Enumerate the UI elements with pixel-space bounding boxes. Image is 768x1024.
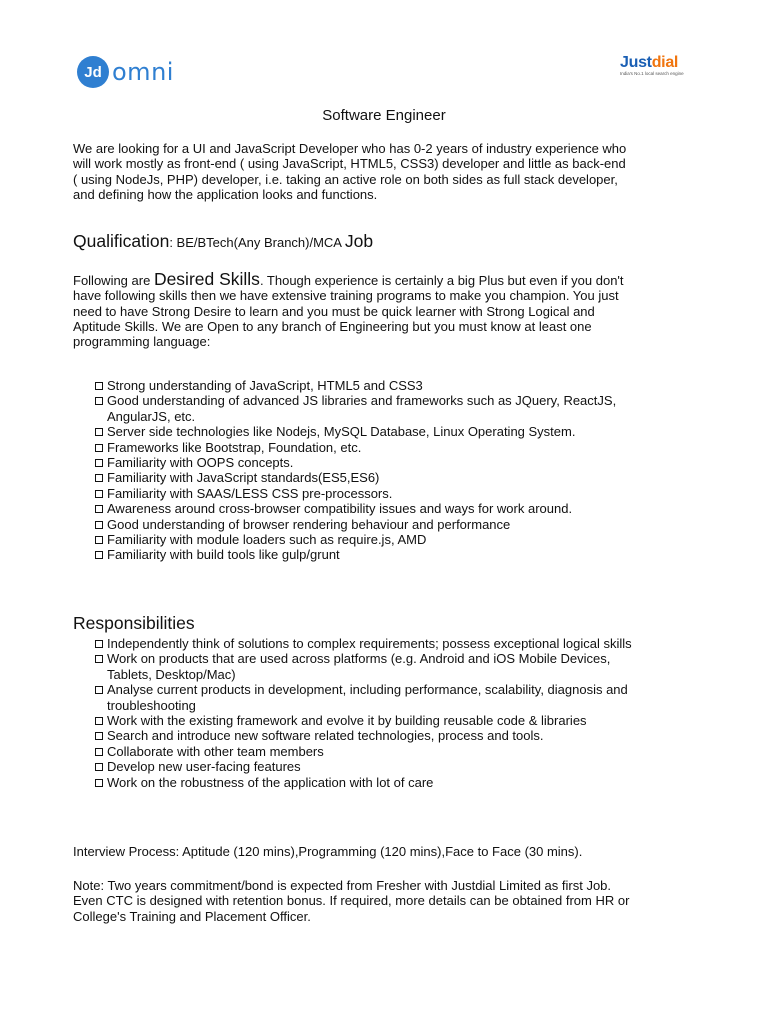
qualification-suffix: Job — [344, 231, 374, 251]
checkbox-bullet-icon — [95, 732, 103, 740]
skills-intro-prefix: Following are — [73, 273, 154, 288]
list-item — [95, 486, 655, 501]
responsibility-text: Search and introduce new software related technologies, process and tools. — [107, 728, 544, 744]
skills-list — [95, 378, 655, 563]
checkbox-bullet-icon — [95, 748, 103, 756]
list-item — [95, 393, 655, 424]
checkbox-bullet-icon — [95, 717, 103, 725]
list-item — [95, 440, 655, 455]
checkbox-bullet-icon — [95, 397, 103, 405]
intro-paragraph: We are looking for a UI and JavaScript Developer who has 0-2 years of industry experience who will work mostly as front-end ( using JavaScript, HTML5, CSS3) developer and little as back-end ( using NodeJs, PHP) developer, i.e. taking an active role on both sides as full stack developer, and defining how the application looks and functions. — [73, 141, 627, 202]
interview-process: Interview Process: Aptitude (120 mins),Programming (120 mins),Face to Face (30 mins). — [73, 844, 583, 859]
skill-text: Frameworks like Bootstrap, Foundation, etc. — [107, 439, 362, 455]
justdial-logo — [620, 54, 690, 77]
checkbox-bullet-icon — [95, 655, 103, 663]
responsibility-text: Develop new user-facing features — [107, 759, 301, 775]
skill-text: Familiarity with build tools like gulp/grunt — [107, 547, 340, 563]
justdial-tagline: India's No.1 local search engine — [620, 71, 684, 76]
checkbox-bullet-icon — [95, 536, 103, 544]
checkbox-bullet-icon — [95, 459, 103, 467]
checkbox-bullet-icon — [95, 640, 103, 648]
skill-text: Familiarity with SAAS/LESS CSS pre-processors. — [107, 485, 393, 501]
list-item — [95, 651, 655, 682]
list-item — [95, 378, 655, 393]
list-item — [95, 455, 655, 470]
checkbox-bullet-icon — [95, 686, 103, 694]
responsibility-text: Collaborate with other team members — [107, 743, 324, 759]
responsibility-text: Analyse current products in development, including performance, scalability, diagnosis and troubleshooting — [107, 682, 628, 713]
checkbox-bullet-icon — [95, 444, 103, 452]
checkbox-bullet-icon — [95, 521, 103, 529]
checkbox-bullet-icon — [95, 551, 103, 559]
responsibilities-list — [95, 636, 655, 790]
jd-omni-logo — [77, 55, 174, 89]
skills-intro-rest: . Though experience is certainly a big Plus but even if you don't have following skills then we have extensive training programs to make you champion. You just need to have Strong Desire to learn and you must be quick learner with Strong Logical and Aptitude Skills. We are Open to any branch of Engineering but you must know at least one programming language: — [73, 273, 624, 350]
list-item — [95, 759, 655, 774]
skill-text: Awareness around cross-browser compatibility issues and ways for work around. — [107, 501, 573, 517]
checkbox-bullet-icon — [95, 779, 103, 787]
jd-logo-mark: Jd — [77, 56, 109, 88]
list-item — [95, 470, 655, 485]
checkbox-bullet-icon — [95, 474, 103, 482]
checkbox-bullet-icon — [95, 490, 103, 498]
responsibility-text: Work on the robustness of the application with lot of care — [107, 774, 434, 790]
skill-text: Server side technologies like Nodejs, MySQL Database, Linux Operating System. — [107, 424, 576, 440]
skills-intro-emphasis: Desired Skills — [153, 269, 260, 289]
responsibility-text: Independently think of solutions to complex requirements; possess exceptional logical skills — [107, 636, 632, 651]
list-item — [95, 636, 655, 651]
responsibilities-heading: Responsibilities — [73, 613, 195, 633]
checkbox-bullet-icon — [95, 382, 103, 390]
list-item — [95, 547, 655, 562]
list-item — [95, 517, 655, 532]
list-item — [95, 775, 655, 790]
list-item — [95, 744, 655, 759]
justdial-word-just: Just — [620, 54, 652, 71]
checkbox-bullet-icon — [95, 763, 103, 771]
skill-text: Familiarity with module loaders such as require.js, AMD — [107, 532, 427, 548]
qualification-value: : BE/BTech(Any Branch)/MCA — [169, 235, 345, 250]
skill-text: Good understanding of advanced JS libraries and frameworks such as JQuery, ReactJS, AngularJS, etc. — [107, 393, 617, 424]
skill-text: Good understanding of browser rendering behaviour and performance — [107, 516, 511, 532]
list-item — [95, 532, 655, 547]
list-item — [95, 424, 655, 439]
checkbox-bullet-icon — [95, 428, 103, 436]
list-item — [95, 501, 655, 516]
qualification-label: Qualification — [73, 231, 170, 251]
responsibility-text: Work with the existing framework and evolve it by building reusable code & libraries — [107, 713, 587, 729]
list-item — [95, 728, 655, 743]
qualification-line — [73, 231, 633, 252]
skill-text: Familiarity with JavaScript standards(ES5,ES6) — [107, 470, 380, 486]
responsibility-text: Work on products that are used across platforms (e.g. Android and iOS Mobile Devices, Tablets, Desktop/Mac) — [107, 651, 611, 682]
justdial-word-dial: dial — [651, 54, 679, 71]
skills-intro-paragraph — [73, 269, 633, 350]
checkbox-bullet-icon — [95, 505, 103, 513]
list-item — [95, 682, 655, 713]
skill-text: Familiarity with OOPS concepts. — [107, 455, 294, 471]
list-item — [95, 713, 655, 728]
note-paragraph: Note: Two years commitment/bond is expected from Fresher with Justdial Limited as first Job. Even CTC is designed with retention bonus. If required, more details can be obtained from HR or College's Training and Placement Officer. — [73, 878, 630, 924]
page-title: Software Engineer — [322, 107, 446, 124]
jd-logo-word: omni — [112, 58, 174, 86]
skill-text: Strong understanding of JavaScript, HTML5 and CSS3 — [107, 378, 423, 393]
justdial-wordmark — [620, 54, 690, 71]
